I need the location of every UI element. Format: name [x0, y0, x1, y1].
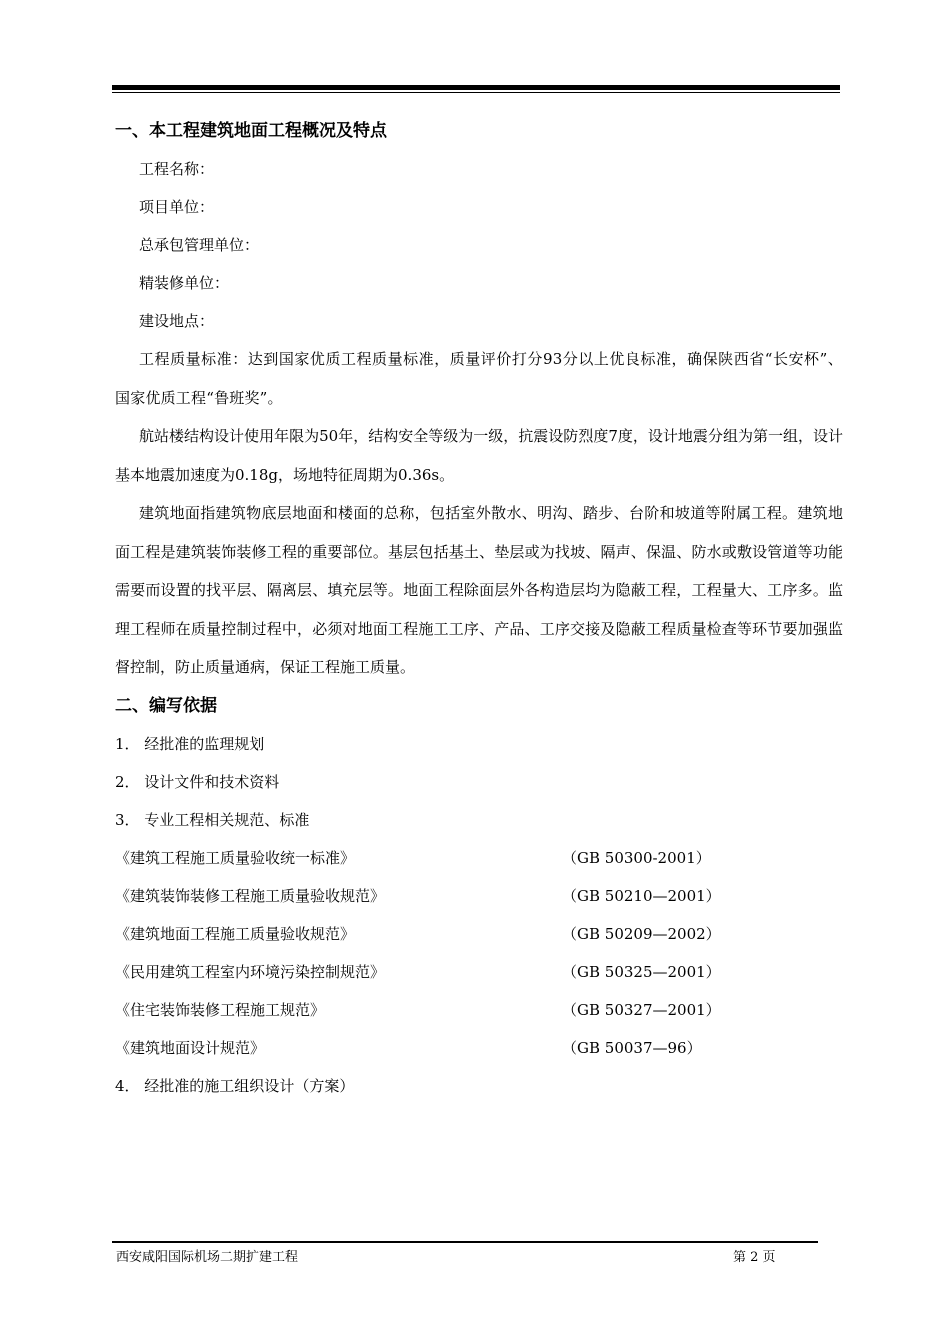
field-fitout-unit: 精装修单位：	[139, 274, 230, 292]
standard-row	[115, 953, 843, 991]
paragraph-structure-design: 航站楼结构设计使用年限为50年，结构安全等级为一级，抗震设防烈度7度，设计地震分组为第一组，设计基本地震加速度为0.18g，场地特征周期为0.36s。	[115, 427, 843, 484]
standard-code: （GB 50210—2001）	[562, 886, 721, 905]
header-rule	[112, 85, 840, 90]
basis-item-2: 2． 设计文件和技术资料	[115, 772, 280, 791]
standard-code: （GB 50037—96）	[562, 1038, 702, 1057]
section2-heading: 二、编写依据	[115, 695, 217, 716]
paragraph-ground-works: 建筑地面指建筑物底层地面和楼面的总称，包括室外散水、明沟、踏步、台阶和坡道等附属工程。建筑地面工程是建筑装饰装修工程的重要部位。基层包括基土、垫层或为找坡、隔声、保温、防水或敷设管道等功能需要而设置的找平层、隔离层、填充层等。地面工程除面层外各构造层均为隐蔽工程，工程量大、工序多。监理工程师在质量控制过程中，必须对地面工程施工工序、产品、工序交接及隐蔽工程质量检查等环节要加强监督控制，防止质量通病，保证工程施工质量。	[115, 504, 843, 676]
section1-heading: 一、本工程建筑地面工程概况及特点	[115, 121, 387, 141]
standard-row	[115, 991, 843, 1029]
field-project-unit: 项目单位：	[139, 198, 215, 216]
standard-code: （GB 50325—2001）	[562, 962, 721, 981]
standard-name: 《建筑地面工程施工质量验收规范》	[115, 924, 356, 943]
standard-row	[115, 1029, 843, 1067]
basis-item-4: 4． 经批准的施工组织设计（方案）	[115, 1076, 355, 1095]
standard-name: 《民用建筑工程室内环境污染控制规范》	[115, 962, 386, 981]
paragraph-quality-standard: 工程质量标准：达到国家优质工程质量标准，质量评价打分93分以上优良标准，确保陕西省“长安杯”、国家优质工程“鲁班奖”。	[115, 350, 843, 407]
standard-row	[115, 877, 843, 915]
header-rule-thin	[112, 92, 840, 93]
standard-row	[115, 915, 843, 953]
field-project-name: 工程名称：	[139, 160, 215, 178]
footer-project-name: 西安咸阳国际机场二期扩建工程	[116, 1250, 299, 1265]
standard-code: （GB 50327—2001）	[562, 1000, 721, 1019]
standard-code: （GB 50209—2002）	[562, 924, 721, 943]
field-general-contractor: 总承包管理单位：	[139, 236, 260, 254]
footer-page-number: 第 2 页	[733, 1250, 776, 1265]
standard-name: 《建筑装饰装修工程施工质量验收规范》	[115, 886, 386, 905]
footer-rule	[112, 1241, 818, 1243]
standard-row	[115, 839, 843, 877]
basis-item-3: 3． 专业工程相关规范、标准	[115, 810, 310, 829]
standard-name: 《建筑工程施工质量验收统一标准》	[115, 848, 356, 867]
field-location: 建设地点：	[139, 312, 215, 330]
standard-name: 《住宅装饰装修工程施工规范》	[115, 1000, 326, 1019]
standard-name: 《建筑地面设计规范》	[115, 1038, 266, 1057]
standard-code: （GB 50300-2001）	[562, 848, 711, 867]
page-content	[115, 112, 843, 1105]
basis-item-1: 1． 经批准的监理规划	[115, 734, 265, 753]
